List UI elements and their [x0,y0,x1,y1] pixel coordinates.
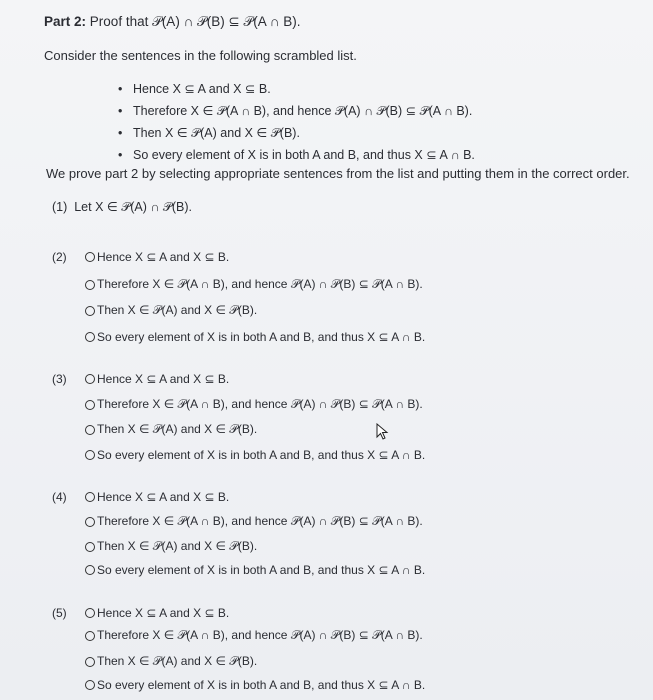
question-number: (3) [52,372,67,386]
option-hence[interactable] [85,490,229,504]
proof-statement: Proof that 𝒫(A) ∩ 𝒫(B) ⊆ 𝒫(A ∩ B). [89,14,301,29]
list-item [118,80,475,102]
bullet-icon: • [118,104,123,118]
option-label: So every element of X is in both A and B, and thus X ⊆ A ∩ B. [97,448,426,462]
step-number: (1) [52,200,68,214]
option-so[interactable] [85,448,425,462]
list-item [118,146,475,168]
question-number: (2) [52,250,67,264]
list-item-text: Then X ∈ 𝒫(A) and X ∈ 𝒫(B). [133,126,300,140]
radio-button[interactable] [85,492,95,502]
option-then[interactable] [85,654,257,669]
option-so[interactable] [85,678,425,692]
radio-button[interactable] [85,565,95,575]
option-label: Then X ∈ 𝒫(A) and X ∈ 𝒫(B). [97,539,258,553]
option-label: Then X ∈ 𝒫(A) and X ∈ 𝒫(B). [97,303,258,317]
page-title [44,14,301,30]
bullet-icon: • [118,126,123,140]
radio-button[interactable] [85,450,95,460]
option-label: So every element of X is in both A and B, and thus X ⊆ A ∩ B. [97,563,426,577]
option-hence[interactable] [85,372,229,386]
bullet-icon: • [118,148,123,162]
radio-button[interactable] [85,680,95,690]
option-label: Hence X ⊆ A and X ⊆ B. [97,606,230,620]
bullet-icon: • [118,82,123,96]
radio-button[interactable] [85,608,95,618]
radio-button[interactable] [85,332,95,342]
radio-button[interactable] [85,306,95,316]
option-so[interactable] [85,330,425,344]
radio-button[interactable] [85,252,95,262]
list-item-text: So every element of X is in both A and B, and thus X ⊆ A ∩ B. [133,148,475,162]
option-label: Hence X ⊆ A and X ⊆ B. [97,250,230,264]
option-so[interactable] [85,563,425,577]
option-label: Hence X ⊆ A and X ⊆ B. [97,490,230,504]
list-item-text: Hence X ⊆ A and X ⊆ B. [133,82,271,96]
list-item [118,102,475,124]
option-hence[interactable] [85,606,229,620]
option-then[interactable] [85,539,257,554]
question-number: (4) [52,490,67,504]
radio-button[interactable] [85,374,95,384]
radio-button[interactable] [85,657,95,667]
option-label: Therefore X ∈ 𝒫(A ∩ B), and hence 𝒫(A) ∩ 𝒫(B) ⊆ 𝒫(A ∩ B). [97,628,423,642]
option-therefore[interactable] [85,628,423,643]
radio-button[interactable] [85,542,95,552]
option-label: So every element of X is in both A and B, and thus X ⊆ A ∩ B. [97,678,426,692]
option-therefore[interactable] [85,397,423,412]
option-label: So every element of X is in both A and B, and thus X ⊆ A ∩ B. [97,330,426,344]
option-label: Then X ∈ 𝒫(A) and X ∈ 𝒫(B). [97,654,258,668]
part-label: Part 2: [44,14,87,29]
radio-button[interactable] [85,280,95,290]
option-label: Then X ∈ 𝒫(A) and X ∈ 𝒫(B). [97,422,258,436]
radio-button[interactable] [85,425,95,435]
step-text: Let X ∈ 𝒫(A) ∩ 𝒫(B). [74,200,193,214]
list-item-text: Therefore X ∈ 𝒫(A ∩ B), and hence 𝒫(A) ∩ 𝒫(B) ⊆ 𝒫(A ∩ B). [133,104,473,118]
option-label: Therefore X ∈ 𝒫(A ∩ B), and hence 𝒫(A) ∩ 𝒫(B) ⊆ 𝒫(A ∩ B). [97,397,423,411]
radio-button[interactable] [85,631,95,641]
scrambled-list [118,80,475,168]
option-therefore[interactable] [85,277,423,292]
option-then[interactable] [85,422,257,437]
radio-button[interactable] [85,517,95,527]
mouse-pointer-icon [376,423,390,441]
option-hence[interactable] [85,250,229,264]
option-then[interactable] [85,303,257,318]
option-therefore[interactable] [85,514,423,529]
step-1 [52,199,192,215]
option-label: Hence X ⊆ A and X ⊆ B. [97,372,230,386]
question-number: (5) [52,606,67,620]
intro-text: Consider the sentences in the following scrambled list. [44,48,357,63]
instruction-text: We prove part 2 by selecting appropriate sentences from the list and putting them in the correct order. [46,166,630,181]
option-label: Therefore X ∈ 𝒫(A ∩ B), and hence 𝒫(A) ∩ 𝒫(B) ⊆ 𝒫(A ∩ B). [97,277,423,291]
list-item [118,124,475,146]
option-label: Therefore X ∈ 𝒫(A ∩ B), and hence 𝒫(A) ∩ 𝒫(B) ⊆ 𝒫(A ∩ B). [97,514,423,528]
radio-button[interactable] [85,400,95,410]
